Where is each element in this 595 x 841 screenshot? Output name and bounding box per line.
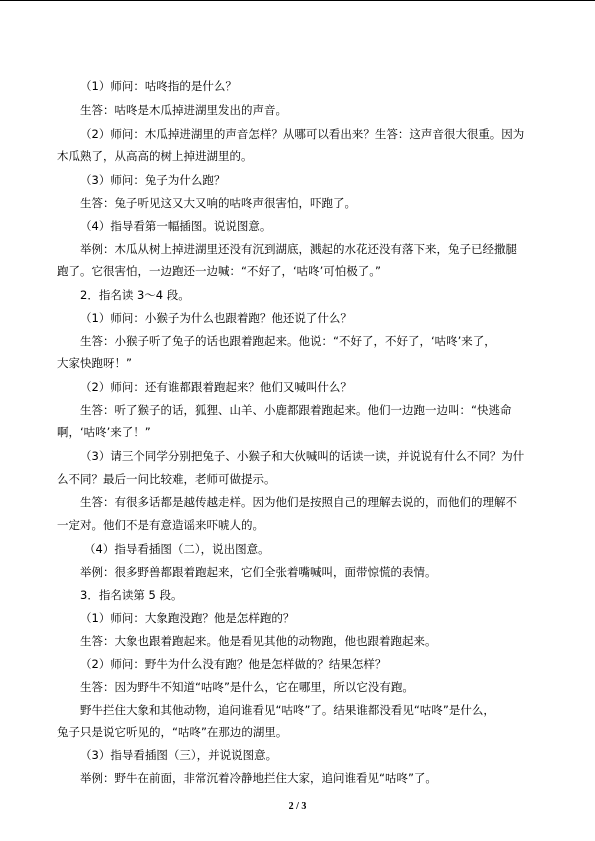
header-rule — [0, 0, 595, 1]
text-line: 野牛拦住大象和其他动物，追问谁看见“咕咚”了。结果谁都没看见“咕咚”是什么， — [80, 703, 495, 717]
text-line: 跑了。它很害怕，一边跑还一边喊：“不好了，‘咕咚’可怕极了。” — [57, 264, 381, 278]
page-number: 2 / 3 — [288, 801, 307, 812]
text-line: （2）师问：木瓜掉进湖里的声音怎样？从哪可以看出来？生答：这声音很大很重。因为 — [80, 127, 525, 141]
text-line: （1）师问：大象跑没跑？他是怎样跑的？ — [80, 611, 295, 625]
text-line: （1）师问：小猴子为什么也跟着跑？他还说了什么？ — [80, 311, 352, 325]
text-line: 一定对。他们不是有意造谣来吓唬人的。 — [57, 518, 264, 532]
text-line: （3）师问：兔子为什么跑？ — [80, 173, 226, 187]
text-line: 兔子只是说它听见的，“咕咚”在那边的湖里。 — [57, 725, 288, 739]
text-line: 生答：听了猴子的话，狐狸、山羊、小鹿都跟着跑起来。他们一边跑一边叫：“快逃命 — [80, 403, 512, 417]
text-line: 生答：大象也跟着跑起来。他是看见其他的动物跑，他也跟着跑起来。 — [80, 634, 437, 648]
text-line: 大家快跑呀！” — [57, 356, 132, 370]
text-line: （4）指导看第一幅插图。说说图意。 — [80, 219, 272, 233]
text-line: （3）指导看插图（三），并说说图意。 — [80, 748, 278, 762]
text-line: 生答：有很多话都是越传越走样。因为他们是按照自己的理解去说的，而他们的理解不 — [80, 495, 517, 509]
text-line: （3）请三个同学分别把兔子、小猴子和大伙喊叫的话读一读，并说说有什么不同？为什 — [80, 449, 525, 463]
text-line: 么不同？最后一问比较难，老师可做提示。 — [57, 472, 276, 486]
text-line: 举例：很多野兽都跟着跑起来，它们全张着嘴喊叫，面带惊慌的表情。 — [80, 565, 437, 579]
text-line: 2．指名读 3～4 段。 — [80, 288, 190, 302]
text-line: 举例：野牛在前面，非常沉着冷静地拦住大家，追问谁看见“咕咚”了。 — [80, 771, 437, 785]
text-line: 生答：兔子听见这又大又响的咕咚声很害怕，吓跑了。 — [80, 196, 356, 210]
text-line: 生答：因为野牛不知道“咕咚”是什么，它在哪里，所以它没有跑。 — [80, 680, 414, 694]
text-line: 3．指名读第 5 段。 — [80, 588, 183, 602]
text-line: 生答：小猴子听了兔子的话也跟着跑起来。他说：“不好了，不好了，‘咕咚’来了， — [80, 334, 496, 348]
text-line: （1）师问：咕咚指的是什么？ — [80, 79, 237, 93]
text-line: （4）指导看插图（二），说出图意。 — [84, 542, 270, 556]
text-line: 举例：木瓜从树上掉进湖里还没有沉到湖底，溅起的水花还没有落下来，兔子已经撒腿 — [80, 242, 517, 256]
text-line: 木瓜熟了，从高高的树上掉进湖里的。 — [57, 149, 253, 163]
text-line: （2）师问：野牛为什么没有跑？他是怎样做的？结果怎样？ — [80, 657, 387, 671]
text-line: （2）师问：还有谁都跟着跑起来？他们又喊叫什么？ — [80, 380, 352, 394]
text-line: 啊，‘咕咚’来了！” — [57, 425, 151, 439]
text-line: 生答：咕咚是木瓜掉进湖里发出的声音。 — [80, 103, 287, 117]
